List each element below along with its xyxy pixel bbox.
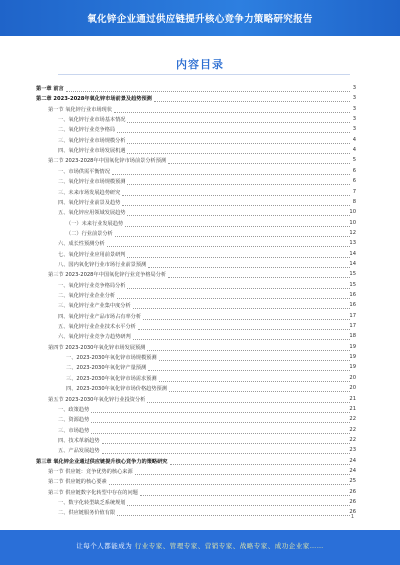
toc-entry-page: 22 <box>349 416 356 423</box>
toc-entry[interactable] <box>0 510 400 518</box>
toc-entry-label: 一、2023-2030年氧化锌市场规模预测 <box>66 355 157 362</box>
toc-entry-label: 第三节 供应链数字化转型中存在的问题 <box>48 489 138 496</box>
toc-entry[interactable] <box>0 158 400 166</box>
toc-entry-label: 二、供应链服务价值有限 <box>58 510 116 517</box>
toc-entry-label: 八、国内氧化锌行业市场行业前景预测 <box>58 261 147 268</box>
toc-entry-page: 5 <box>352 157 356 164</box>
toc-dot-leader <box>133 339 350 340</box>
toc-entry[interactable] <box>0 221 400 229</box>
toc-entry-page: 20 <box>349 374 356 381</box>
toc-entry-label: 三、市场趋势 <box>58 427 90 434</box>
toc-entry-page: 17 <box>349 312 356 319</box>
toc-entry-label: 第一节 供应链：竞争优势的核心来源 <box>48 468 133 475</box>
toc-entry[interactable] <box>0 107 400 115</box>
toc-entry-label: 第三节 2023-2028年中国氧化锌行业竞争格局分析 <box>48 272 167 279</box>
toc-entry-label: 二、2023-2030年氧化锌产量预测 <box>66 365 147 372</box>
toc-entry-label: 一、氧化锌行业竞争格局分析 <box>58 282 126 289</box>
toc-title: 内容目录 <box>176 58 224 71</box>
toc-entry-label: 四、2023-2030年氧化锌市场价格趋势预测 <box>66 386 167 393</box>
header-banner <box>0 0 400 36</box>
toc-entry-page: 4 <box>352 136 356 143</box>
toc-dot-leader <box>127 215 350 216</box>
toc-entry-page: 14 <box>349 250 356 257</box>
toc-dot-leader <box>115 236 350 237</box>
toc-dot-leader <box>102 443 350 444</box>
toc-entry-page: 14 <box>349 260 356 267</box>
toc-entry-label: 第五节 2023-2030年氧化锌行业投资分析 <box>48 396 146 403</box>
toc-dot-leader <box>102 453 350 454</box>
toc-dot-leader <box>127 505 350 506</box>
toc-dot-leader <box>135 474 350 475</box>
toc-entry-page: 19 <box>349 343 356 350</box>
toc-entry-label: 五、产品发展趋势 <box>58 448 100 455</box>
toc-entry[interactable] <box>0 479 400 487</box>
toc-dot-leader <box>117 298 350 299</box>
toc-entry-label: 一、数字化转型缺乏系统规划 <box>58 500 126 506</box>
toc-dot-leader <box>154 101 350 102</box>
toc-entry-page: 13 <box>349 240 356 247</box>
toc-entry-label: （一）未来行业发展趋势 <box>66 220 124 227</box>
toc-dot-leader <box>127 143 350 144</box>
toc-dot-leader <box>140 495 350 496</box>
toc-dot-leader <box>66 91 350 92</box>
toc-entry[interactable] <box>0 324 400 332</box>
toc-entry-label: 一、氧化锌行业市场基本情况 <box>58 117 126 124</box>
toc-entry-page: 15 <box>349 271 356 278</box>
toc-dot-leader <box>117 515 350 516</box>
toc-entry-page: 3 <box>352 95 356 102</box>
toc-dot-leader <box>138 329 350 330</box>
toc-entry[interactable] <box>0 231 400 239</box>
toc-entry[interactable] <box>0 397 400 405</box>
toc-dot-leader <box>127 153 350 154</box>
toc-entry-label: 第二节 供应链的核心要素 <box>48 479 107 486</box>
toc-entry-page: 10 <box>349 209 356 216</box>
toc-entry-page: 3 <box>352 116 356 123</box>
toc-entry[interactable] <box>0 169 400 177</box>
toc-entry[interactable] <box>0 210 400 218</box>
toc-dot-leader <box>91 412 350 413</box>
toc-entry-page: 16 <box>349 292 356 298</box>
toc-dot-leader <box>127 288 350 289</box>
footer-roles: 行业专家、管理专家、营销专家、战略专家、成功企业家…… <box>134 542 324 550</box>
toc-dot-leader <box>133 308 350 309</box>
toc-entry-page: 3 <box>352 105 356 112</box>
toc-entry[interactable] <box>0 86 400 94</box>
toc-entry-page: 19 <box>349 364 356 371</box>
toc-dot-leader <box>127 257 350 258</box>
toc-entry-label: 四、氧化锌行业产品市场占有率分析 <box>58 313 142 320</box>
toc-entry[interactable] <box>0 428 400 436</box>
toc-entry[interactable] <box>0 438 400 446</box>
toc-dot-leader <box>143 319 350 320</box>
toc-entry[interactable] <box>0 365 400 373</box>
toc-dot-leader <box>159 360 350 361</box>
toc-entry-page: 3 <box>352 126 356 133</box>
toc-entry[interactable] <box>0 190 400 198</box>
toc-entry-page: 6 <box>352 167 356 174</box>
footer-slogan <box>0 541 400 550</box>
toc-entry-label: 三、未来市场发展趋势研究 <box>58 189 121 196</box>
toc-entry[interactable] <box>0 241 400 249</box>
toc-entry-label: 第二章 2023-2028年氧化锌市场前景及趋势预测 <box>36 96 152 103</box>
toc-dot-leader <box>127 184 350 185</box>
toc-dot-leader <box>147 402 350 403</box>
toc-entry-page: 10 <box>349 219 356 226</box>
toc-entry[interactable] <box>0 283 400 291</box>
toc-entry[interactable] <box>0 448 400 456</box>
toc-dot-leader <box>148 267 350 268</box>
toc-entry-label: 三、氧化锌行业产业集中度分析 <box>58 303 131 310</box>
toc-dot-leader <box>91 422 350 423</box>
toc-entry-page: 19 <box>349 354 356 361</box>
toc-entry-page: 26 <box>349 499 356 505</box>
toc-entry-label: 二、氧化锌行业竞争格局 <box>58 127 116 134</box>
toc-entry[interactable] <box>0 500 400 508</box>
toc-entry-page: 24 <box>349 457 356 464</box>
toc-entry-page: 22 <box>349 426 356 433</box>
toc-entry[interactable] <box>0 386 400 394</box>
toc-entry[interactable] <box>0 469 400 477</box>
toc-entry[interactable] <box>0 179 400 187</box>
toc-entry-page: 20 <box>349 385 356 392</box>
toc-entry[interactable] <box>0 355 400 363</box>
toc-entry-label: 第四节 2023-2030年氧化锌市场发展预测 <box>48 344 146 351</box>
toc-entry-label: 六、成长性预测分析 <box>58 241 105 248</box>
toc-dot-leader <box>109 484 350 485</box>
toc-entry-label: 五、氧化锌应用领域发展趋势 <box>58 210 126 217</box>
toc-entry-label: 第一节 氧化锌行业市场现状 <box>48 106 112 113</box>
toc-entry-label: 四、氧化锌行业前景及趋势 <box>58 199 121 206</box>
toc-entry-page: 23 <box>349 447 356 454</box>
toc-entry-label: （二）行业前景分析 <box>66 230 113 237</box>
toc-entry-page: 3 <box>352 85 356 91</box>
report-title: 氧化锌企业通过供应链提升核心竞争力策略研究报告 <box>87 14 313 25</box>
toc-entry[interactable] <box>0 345 400 353</box>
toc-dot-leader <box>148 370 350 371</box>
toc-dot-leader <box>159 381 350 382</box>
toc-entry-page: 8 <box>352 198 356 205</box>
toc-entry[interactable] <box>0 407 400 415</box>
toc-entry-page: 15 <box>349 281 356 288</box>
toc-entry[interactable] <box>0 148 400 156</box>
toc-entry-page: 25 <box>349 478 356 485</box>
toc-entry[interactable] <box>0 127 400 135</box>
toc-entry[interactable] <box>0 334 400 342</box>
toc-entry-page: 12 <box>349 229 356 236</box>
toc-entry-page: 18 <box>349 333 356 340</box>
toc-entry-label: 第三章 氧化锌企业通过供应链提升核心竞争力的策略研究 <box>36 458 168 465</box>
toc-entry-page: 17 <box>349 323 356 330</box>
toc-dot-leader <box>91 433 350 434</box>
toc-entry-label: 四、氧化锌行业市场发展机遇 <box>58 148 126 155</box>
toc-entry-page: 26 <box>349 488 356 495</box>
toc-entry-label: 一、市场供需平衡情况 <box>58 168 110 175</box>
toc-dot-leader <box>168 163 350 164</box>
toc-entry[interactable] <box>0 293 400 301</box>
toc-dot-leader <box>107 246 350 247</box>
toc-entry-page: 24 <box>349 467 356 474</box>
toc-entry-page: 6 <box>352 178 356 185</box>
toc-entry[interactable] <box>0 96 400 104</box>
toc-entry-page: 21 <box>349 405 356 412</box>
toc-entry-page: 22 <box>349 436 356 443</box>
toc-entry[interactable] <box>0 200 400 208</box>
toc-dot-leader <box>127 122 350 123</box>
toc-dot-leader <box>169 391 350 392</box>
toc-dot-leader <box>114 112 350 113</box>
toc-dot-leader <box>170 464 350 465</box>
footer-lead: 让每个人都能成为 <box>76 542 133 550</box>
toc-entry-page: 7 <box>352 188 356 195</box>
toc-entry-label: 一、政策趋势 <box>58 406 90 413</box>
toc-entry[interactable] <box>0 314 400 322</box>
toc-dot-leader <box>122 195 350 196</box>
toc-entry-label: 三、氧化锌行业市场规模分析 <box>58 137 126 144</box>
toc-entry-label: 二、资源趋势 <box>58 417 90 424</box>
toc-entry-label: 三、2023-2030年氧化锌市场需求预测 <box>66 375 157 382</box>
toc-entry-label: 二、氧化锌行业企业分析 <box>58 293 116 299</box>
toc-entry-label: 二、氧化锌行业市场规模预测 <box>58 179 126 186</box>
footer-banner <box>0 530 400 565</box>
toc-entry[interactable] <box>0 272 400 280</box>
toc-entry[interactable] <box>0 138 400 146</box>
toc-dot-leader <box>125 226 350 227</box>
toc-entry[interactable] <box>0 376 400 384</box>
toc-entry-label: 七、氧化锌行业应用前景研判 <box>58 251 126 258</box>
toc-entry[interactable] <box>0 490 400 498</box>
toc-entry[interactable] <box>0 303 400 311</box>
toc-entry-page: 21 <box>349 395 356 402</box>
toc-entry[interactable] <box>0 117 400 125</box>
toc-dot-leader <box>122 205 350 206</box>
toc-divider <box>58 74 350 75</box>
toc-dot-leader <box>147 350 350 351</box>
toc-entry-label: 四、技术革新趋势 <box>58 437 100 444</box>
toc-entry-label: 六、氧化锌行业竞争力趋势研判 <box>58 334 131 341</box>
toc-entry[interactable] <box>0 459 400 467</box>
page-number: 1 <box>350 514 354 520</box>
toc-entry-label: 第一章 前言 <box>36 86 64 92</box>
toc-dot-leader <box>117 132 350 133</box>
toc-entry-page: 26 <box>349 509 356 516</box>
toc-entry-label: 五、氧化锌行业企业技术水平分析 <box>58 324 136 331</box>
toc-entry[interactable] <box>0 252 400 260</box>
toc-dot-leader <box>112 174 350 175</box>
toc-entry-page: 16 <box>349 302 356 309</box>
toc-entry[interactable] <box>0 417 400 425</box>
toc-dot-leader <box>168 277 350 278</box>
toc-entry-label: 第二节 2023-2028年中国氧化锌市场前景分析预测 <box>48 158 167 165</box>
toc-entry[interactable] <box>0 262 400 270</box>
toc-entry-page: 4 <box>352 147 356 154</box>
